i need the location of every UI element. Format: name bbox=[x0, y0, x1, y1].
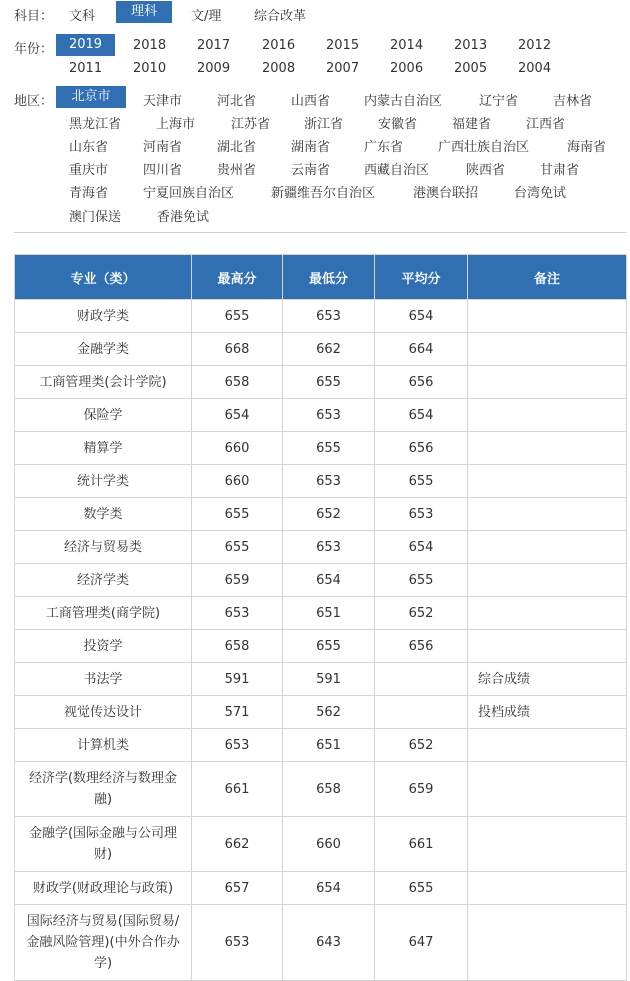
cell-avg: 654 bbox=[375, 531, 468, 564]
table-row bbox=[15, 333, 627, 366]
subject-option-comprehensive-reform[interactable]: 综合改革 bbox=[254, 9, 307, 24]
year-option-2018[interactable]: 2018 bbox=[133, 38, 167, 53]
cell-major: 计算机类 bbox=[15, 729, 192, 762]
region-option-jilin[interactable]: 吉林省 bbox=[553, 94, 593, 109]
region-option-shaanxi[interactable]: 陕西省 bbox=[466, 163, 506, 178]
region-option-hebei[interactable]: 河北省 bbox=[217, 94, 257, 109]
cell-major: 经济学(数理经济与数理金融) bbox=[15, 762, 192, 817]
cell-avg: 659 bbox=[375, 762, 468, 817]
cell-avg: 656 bbox=[375, 630, 468, 663]
cell-major: 经济与贸易类 bbox=[15, 531, 192, 564]
year-option-2017[interactable]: 2017 bbox=[197, 38, 231, 53]
cell-max: 591 bbox=[192, 663, 283, 696]
cell-max: 655 bbox=[192, 531, 283, 564]
table-row bbox=[15, 399, 627, 432]
cell-min: 660 bbox=[283, 817, 375, 872]
cell-min: 658 bbox=[283, 762, 375, 817]
cell-min: 654 bbox=[283, 564, 375, 597]
cell-major: 书法学 bbox=[15, 663, 192, 696]
cell-major: 经济学类 bbox=[15, 564, 192, 597]
region-option-zhejiang[interactable]: 浙江省 bbox=[304, 117, 344, 132]
cell-note bbox=[468, 333, 627, 366]
table-row bbox=[15, 597, 627, 630]
region-option-ningxia[interactable]: 宁夏回族自治区 bbox=[143, 186, 235, 201]
cell-min: 651 bbox=[283, 597, 375, 630]
cell-avg: 661 bbox=[375, 817, 468, 872]
cell-avg: 656 bbox=[375, 366, 468, 399]
cell-note bbox=[468, 872, 627, 905]
region-option-qinghai[interactable]: 青海省 bbox=[69, 186, 109, 201]
score-table bbox=[14, 254, 627, 981]
table-row bbox=[15, 872, 627, 905]
cell-max: 655 bbox=[192, 498, 283, 531]
region-option-taiwan-exempt[interactable]: 台湾免试 bbox=[514, 186, 567, 201]
cell-major: 精算学 bbox=[15, 432, 192, 465]
header-min: 最低分 bbox=[283, 255, 375, 300]
header-avg: 平均分 bbox=[375, 255, 468, 300]
region-option-guizhou[interactable]: 贵州省 bbox=[217, 163, 257, 178]
region-option-xinjiang[interactable]: 新疆维吾尔自治区 bbox=[271, 186, 376, 201]
cell-note bbox=[468, 729, 627, 762]
cell-major: 财政学(财政理论与政策) bbox=[15, 872, 192, 905]
table-header-row bbox=[15, 255, 627, 300]
region-option-hongkong[interactable]: 香港免试 bbox=[157, 210, 210, 225]
year-option-2013[interactable]: 2013 bbox=[454, 38, 488, 53]
cell-note bbox=[468, 905, 627, 981]
table-row bbox=[15, 663, 627, 696]
cell-major: 工商管理类(商学院) bbox=[15, 597, 192, 630]
cell-avg: 655 bbox=[375, 872, 468, 905]
cell-major: 国际经济与贸易(国际贸易/金融风险管理)(中外合作办学) bbox=[15, 905, 192, 981]
cell-max: 658 bbox=[192, 366, 283, 399]
header-max: 最高分 bbox=[192, 255, 283, 300]
cell-avg bbox=[375, 663, 468, 696]
header-major: 专业（类） bbox=[15, 255, 192, 300]
cell-min: 653 bbox=[283, 531, 375, 564]
cell-avg bbox=[375, 696, 468, 729]
cell-note bbox=[468, 564, 627, 597]
region-option-inner-mongolia[interactable]: 内蒙古自治区 bbox=[364, 94, 443, 109]
region-option-guangxi[interactable]: 广西壮族自治区 bbox=[438, 140, 530, 155]
year-option-2019[interactable]: 2019 bbox=[56, 34, 115, 56]
subject-option-liberal-arts[interactable]: 文科 bbox=[69, 9, 96, 24]
cell-note bbox=[468, 399, 627, 432]
year-option-2011[interactable]: 2011 bbox=[69, 61, 103, 76]
cell-major: 金融学类 bbox=[15, 333, 192, 366]
cell-note bbox=[468, 817, 627, 872]
cell-avg: 654 bbox=[375, 300, 468, 333]
year-option-2012[interactable]: 2012 bbox=[518, 38, 552, 53]
cell-min: 653 bbox=[283, 399, 375, 432]
table-row bbox=[15, 696, 627, 729]
region-option-yunnan[interactable]: 云南省 bbox=[291, 163, 331, 178]
region-option-jiangsu[interactable]: 江苏省 bbox=[231, 117, 271, 132]
cell-note bbox=[468, 498, 627, 531]
cell-min: 654 bbox=[283, 872, 375, 905]
cell-min: 562 bbox=[283, 696, 375, 729]
cell-max: 655 bbox=[192, 300, 283, 333]
year-option-2009[interactable]: 2009 bbox=[197, 61, 231, 76]
table-row bbox=[15, 630, 627, 663]
cell-avg: 655 bbox=[375, 564, 468, 597]
cell-min: 655 bbox=[283, 432, 375, 465]
region-option-sichuan[interactable]: 四川省 bbox=[143, 163, 183, 178]
year-option-2008[interactable]: 2008 bbox=[262, 61, 296, 76]
region-option-chongqing[interactable]: 重庆市 bbox=[69, 163, 109, 178]
year-option-2010[interactable]: 2010 bbox=[133, 61, 167, 76]
cell-max: 660 bbox=[192, 465, 283, 498]
region-option-guangdong[interactable]: 广东省 bbox=[364, 140, 404, 155]
filter-divider bbox=[14, 232, 626, 233]
region-label: 地区： bbox=[14, 94, 54, 109]
region-option-jiangxi[interactable]: 江西省 bbox=[526, 117, 566, 132]
cell-max: 668 bbox=[192, 333, 283, 366]
cell-note: 投档成绩 bbox=[468, 696, 627, 729]
cell-min: 653 bbox=[283, 465, 375, 498]
cell-avg: 652 bbox=[375, 597, 468, 630]
cell-note bbox=[468, 597, 627, 630]
table-row bbox=[15, 366, 627, 399]
region-option-gansu[interactable]: 甘肃省 bbox=[540, 163, 580, 178]
table-row bbox=[15, 498, 627, 531]
cell-note bbox=[468, 432, 627, 465]
region-option-heilongjiang[interactable]: 黑龙江省 bbox=[69, 117, 122, 132]
table-row bbox=[15, 531, 627, 564]
cell-note bbox=[468, 300, 627, 333]
region-option-shanxi[interactable]: 山西省 bbox=[291, 94, 331, 109]
cell-major: 统计学类 bbox=[15, 465, 192, 498]
cell-max: 657 bbox=[192, 872, 283, 905]
cell-note: 综合成绩 bbox=[468, 663, 627, 696]
cell-major: 工商管理类(会计学院) bbox=[15, 366, 192, 399]
cell-max: 653 bbox=[192, 729, 283, 762]
year-option-2015[interactable]: 2015 bbox=[326, 38, 360, 53]
table-row bbox=[15, 432, 627, 465]
cell-note bbox=[468, 762, 627, 817]
table-row bbox=[15, 465, 627, 498]
region-option-anhui[interactable]: 安徽省 bbox=[378, 117, 418, 132]
cell-major: 保险学 bbox=[15, 399, 192, 432]
table-row bbox=[15, 300, 627, 333]
cell-avg: 653 bbox=[375, 498, 468, 531]
subject-option-arts-science[interactable]: 文/理 bbox=[191, 9, 222, 24]
year-option-2006[interactable]: 2006 bbox=[390, 61, 424, 76]
year-option-2016[interactable]: 2016 bbox=[262, 38, 296, 53]
cell-max: 659 bbox=[192, 564, 283, 597]
cell-min: 655 bbox=[283, 366, 375, 399]
cell-major: 数学类 bbox=[15, 498, 192, 531]
region-option-macao[interactable]: 澳门保送 bbox=[69, 210, 122, 225]
cell-avg: 655 bbox=[375, 465, 468, 498]
cell-note bbox=[468, 366, 627, 399]
cell-max: 658 bbox=[192, 630, 283, 663]
cell-max: 571 bbox=[192, 696, 283, 729]
cell-min: 652 bbox=[283, 498, 375, 531]
cell-major: 视觉传达设计 bbox=[15, 696, 192, 729]
cell-max: 654 bbox=[192, 399, 283, 432]
cell-major: 财政学类 bbox=[15, 300, 192, 333]
region-option-beijing[interactable]: 北京市 bbox=[56, 86, 126, 108]
subject-label: 科目： bbox=[14, 9, 54, 24]
cell-min: 655 bbox=[283, 630, 375, 663]
region-option-hk-macao-taiwan[interactable]: 港澳台联招 bbox=[413, 186, 479, 201]
cell-avg: 664 bbox=[375, 333, 468, 366]
region-option-tibet[interactable]: 西藏自治区 bbox=[364, 163, 430, 178]
region-option-hubei[interactable]: 湖北省 bbox=[217, 140, 257, 155]
cell-min: 651 bbox=[283, 729, 375, 762]
cell-max: 662 bbox=[192, 817, 283, 872]
cell-major: 金融学(国际金融与公司理财) bbox=[15, 817, 192, 872]
cell-avg: 656 bbox=[375, 432, 468, 465]
cell-note bbox=[468, 630, 627, 663]
region-option-shandong[interactable]: 山东省 bbox=[69, 140, 109, 155]
cell-major: 投资学 bbox=[15, 630, 192, 663]
cell-min: 643 bbox=[283, 905, 375, 981]
year-option-2004[interactable]: 2004 bbox=[518, 61, 552, 76]
region-option-henan[interactable]: 河南省 bbox=[143, 140, 183, 155]
region-option-hainan[interactable]: 海南省 bbox=[567, 140, 607, 155]
subject-option-science[interactable]: 理科 bbox=[116, 1, 172, 23]
cell-max: 660 bbox=[192, 432, 283, 465]
cell-note bbox=[468, 531, 627, 564]
region-option-fujian[interactable]: 福建省 bbox=[452, 117, 492, 132]
cell-max: 653 bbox=[192, 597, 283, 630]
year-option-2007[interactable]: 2007 bbox=[326, 61, 360, 76]
cell-avg: 652 bbox=[375, 729, 468, 762]
year-label: 年份： bbox=[14, 42, 54, 57]
cell-note bbox=[468, 465, 627, 498]
region-option-shanghai[interactable]: 上海市 bbox=[156, 117, 196, 132]
cell-max: 653 bbox=[192, 905, 283, 981]
table-row bbox=[15, 905, 627, 981]
region-option-hunan[interactable]: 湖南省 bbox=[291, 140, 331, 155]
region-option-tianjin[interactable]: 天津市 bbox=[143, 94, 183, 109]
table-row bbox=[15, 564, 627, 597]
cell-avg: 654 bbox=[375, 399, 468, 432]
table-row bbox=[15, 729, 627, 762]
table-row bbox=[15, 817, 627, 872]
region-option-liaoning[interactable]: 辽宁省 bbox=[479, 94, 519, 109]
cell-avg: 647 bbox=[375, 905, 468, 981]
year-option-2005[interactable]: 2005 bbox=[454, 61, 488, 76]
cell-min: 591 bbox=[283, 663, 375, 696]
header-note: 备注 bbox=[468, 255, 627, 300]
year-option-2014[interactable]: 2014 bbox=[390, 38, 424, 53]
cell-min: 653 bbox=[283, 300, 375, 333]
cell-max: 661 bbox=[192, 762, 283, 817]
table-row bbox=[15, 762, 627, 817]
cell-min: 662 bbox=[283, 333, 375, 366]
